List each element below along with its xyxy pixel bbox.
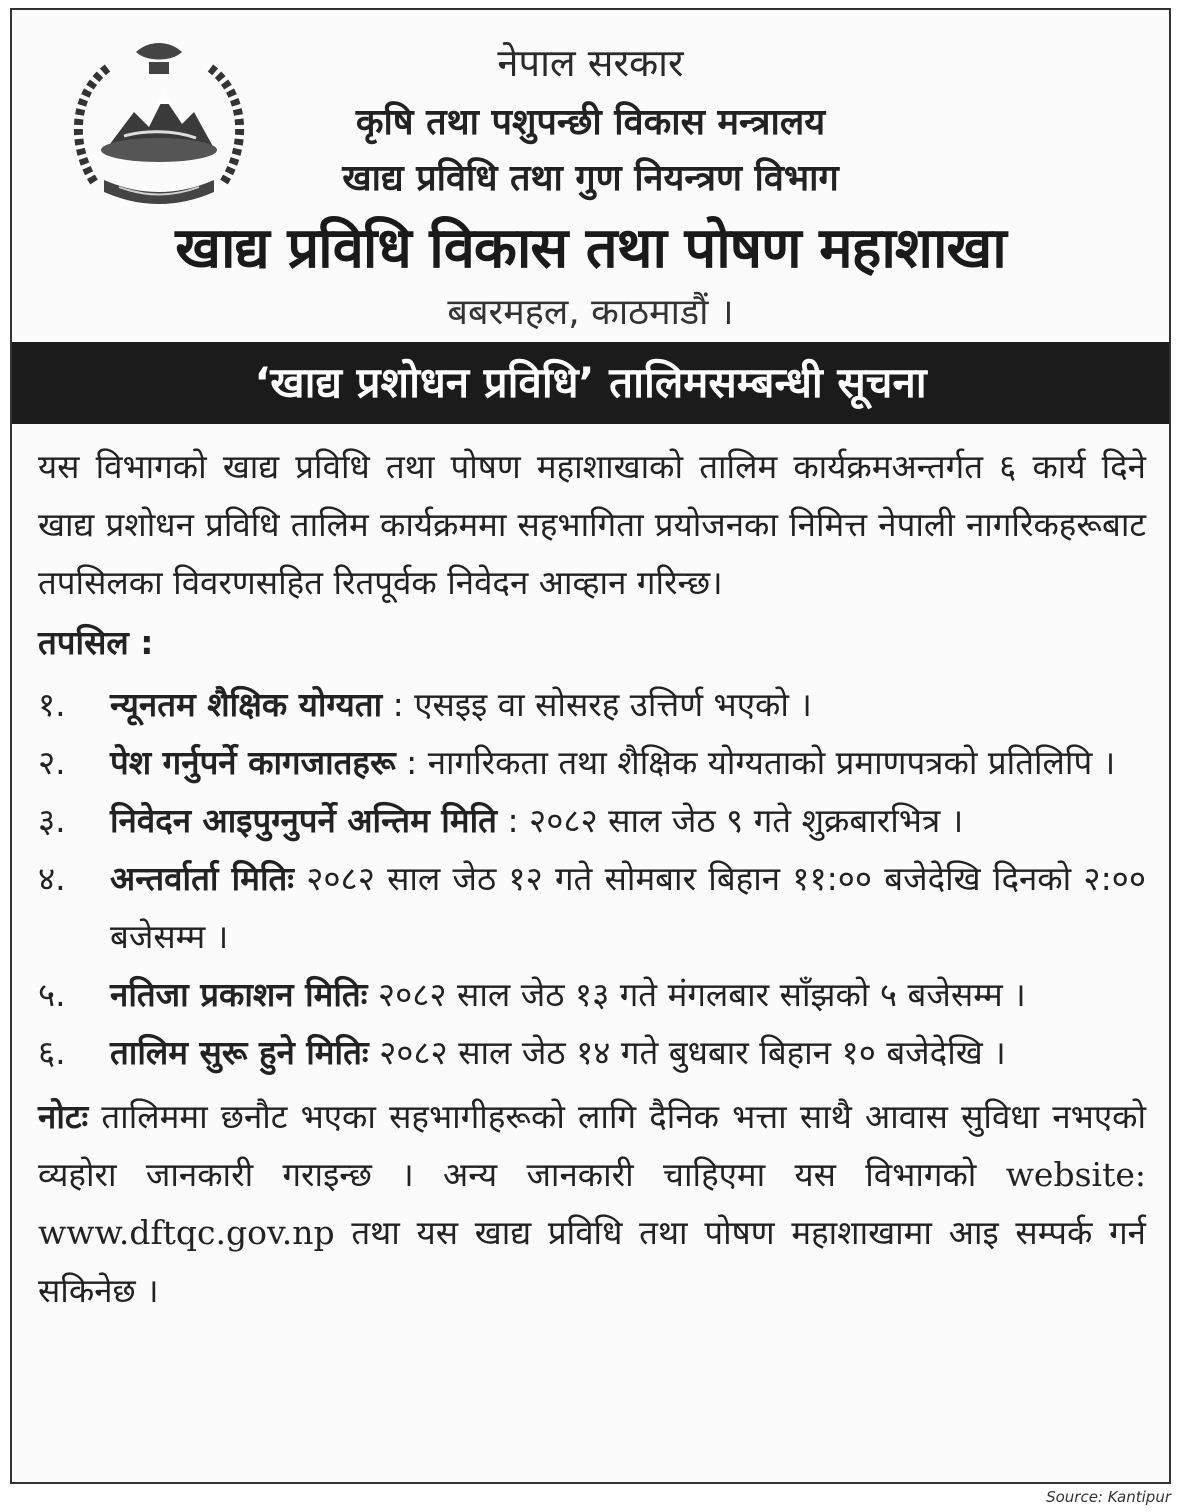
list-item-number: ४.: [38, 859, 66, 898]
note-label: नोटः: [38, 1097, 89, 1136]
division-name: खाद्य प्रविधि विकास तथा पोषण महाशाखा: [175, 216, 1006, 281]
list-item: [38, 734, 1146, 792]
list-item-text: : २०८२ साल जेठ ९ गते शुक्रबारभित्र ।: [496, 801, 964, 840]
list-item-content: [110, 792, 1146, 850]
list-item-number: १.: [38, 685, 66, 724]
list-item-label: न्यूनतम शैक्षिक योग्यता: [110, 685, 383, 724]
list-item-content: [110, 734, 1146, 792]
list-item-label: पेश गर्नुपर्ने कागजातहरू: [110, 743, 396, 782]
list-item-label: निवेदन आइपुग्नुपर्ने अन्तिम मिति: [110, 801, 497, 840]
list-item-label: अन्तर्वार्ता मितिः: [110, 859, 294, 898]
notice-title-banner: ‘खाद्य प्रशोधन प्रविधि’ तालिमसम्बन्धी सूचना: [12, 342, 1169, 424]
list-item: [38, 676, 1146, 734]
website-link[interactable]: website: www.dftqc.gov.np: [38, 1155, 1146, 1252]
note-paragraph: [38, 1088, 1146, 1320]
list-item: [38, 792, 1146, 850]
list-item-content: [110, 966, 1146, 1024]
list-item-text: २०८२ साल जेठ १४ गते बुधबार बिहान १० बजेदेखि ।: [368, 1033, 1006, 1072]
source-credit: Source: Kantipur: [1046, 1488, 1171, 1506]
notice-document: [10, 8, 1171, 1484]
list-item-number: ५.: [38, 975, 66, 1014]
list-item: [38, 966, 1146, 1024]
list-item-content: [110, 676, 1146, 734]
intro-paragraph: यस विभागको खाद्य प्रविधि तथा पोषण महाशाखाको तालिम कार्यक्रमअन्तर्गत ६ कार्य दिने खाद्य प्रशोधन प्रविधि तालिम कार्यक्रममा सहभागिता प्रयोजनका निमित्त नेपाली नागरिकहरूबाट तपसिलका विवरणसहित रितपूर्वक निवेदन आव्हान गरिन्छ।: [38, 447, 1146, 602]
list-item-number: ३.: [38, 801, 66, 840]
ministry-name: कृषि तथा पशुपन्छी विकास मन्त्रालय: [355, 102, 826, 143]
list-item-content: [110, 850, 1146, 966]
list-item-label: नतिजा प्रकाशन मितिः: [110, 975, 368, 1014]
notice-body: [38, 438, 1146, 1320]
note-text-before: तालिममा छनौट भएका सहभागीहरूको लागि दैनिक भत्ता साथै आवास सुविधा नभएको व्यहोरा जानकारी गराइन्छ । अन्य जानकारी चाहिएमा यस विभागको: [38, 1097, 1146, 1194]
list-item-content: [110, 1024, 1146, 1082]
list-item-text: : नागरिकता तथा शैक्षिक योग्यताको प्रमाणपत्रको प्रतिलिपि ।: [395, 743, 1116, 782]
office-address: बबरमहल, काठमाडौं ।: [447, 292, 734, 333]
list-item-text: २०८२ साल जेठ १२ गते सोमबार बिहान ११:०० बजेदेखि दिनको २:०० बजेसम्म ।: [110, 859, 1147, 956]
note-text-after: तथा यस खाद्य प्रविधि तथा पोषण महाशाखामा आइ सम्पर्क गर्न सकिनेछ ।: [38, 1213, 1146, 1310]
notice-header: [12, 10, 1169, 340]
list-item-text: : एसइइ वा सोसरह उत्तिर्ण भएको ।: [382, 685, 812, 724]
government-name: नेपाल सरकार: [497, 41, 684, 85]
list-item: [38, 850, 1146, 966]
list-item-number: ६.: [38, 1033, 66, 1072]
department-name: खाद्य प्रविधि तथा गुण नियन्त्रण विभाग: [342, 158, 839, 199]
list-item-number: २.: [38, 743, 66, 782]
list-item-label: तालिम सुरू हुने मितिः: [110, 1033, 369, 1072]
list-item-text: २०८२ साल जेठ १३ गते मंगलबार साँझको ५ बजेसम्म ।: [367, 975, 1026, 1014]
list-item: [38, 1024, 1146, 1082]
tapasil-heading: तपसिल :: [38, 623, 154, 662]
